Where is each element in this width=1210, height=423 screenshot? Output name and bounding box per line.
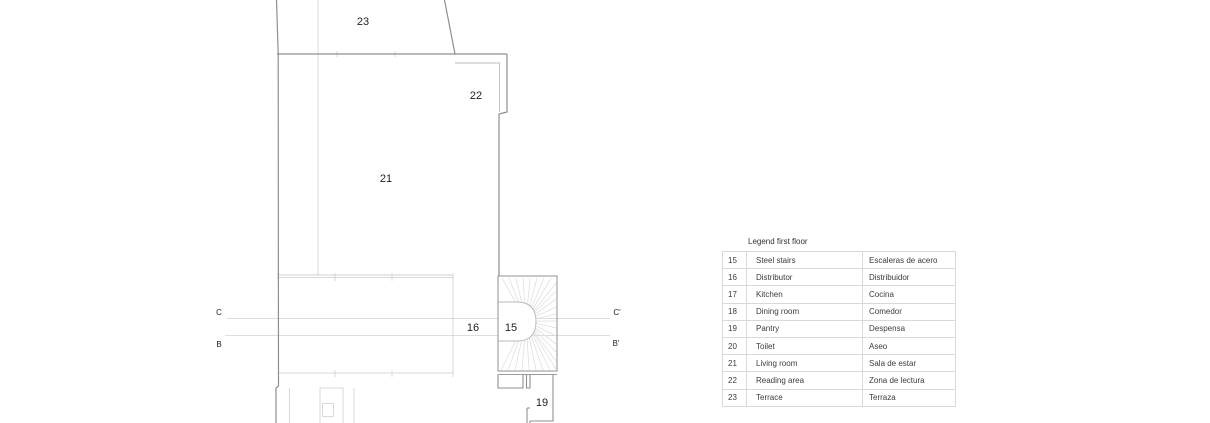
legend-name-es: Sala de estar bbox=[863, 355, 956, 372]
survey-ticks bbox=[278, 51, 453, 377]
lower-fixture-outline bbox=[323, 404, 334, 417]
legend-row bbox=[723, 252, 956, 269]
legend-name-es: Despensa bbox=[863, 320, 956, 337]
legend-name-en: Living room bbox=[747, 355, 863, 372]
legend-name-es: Escaleras de acero bbox=[863, 252, 956, 269]
legend-name-es: Distribuidor bbox=[863, 269, 956, 286]
lower-interior-lines bbox=[290, 388, 355, 423]
legend-name-en: Terrace bbox=[747, 389, 863, 406]
left-wall bbox=[276, 0, 279, 423]
legend-name-en: Distributor bbox=[747, 269, 863, 286]
legend-row bbox=[723, 269, 956, 286]
room-label-reading-area: 22 bbox=[469, 90, 483, 102]
legend-room-number: 20 bbox=[723, 337, 747, 354]
room-label-terrace: 23 bbox=[356, 16, 370, 28]
legend-room-number: 15 bbox=[723, 252, 747, 269]
room-label-distributor: 16 bbox=[466, 322, 480, 334]
legend-name-es: Comedor bbox=[863, 303, 956, 320]
legend-name-en: Dining room bbox=[747, 303, 863, 320]
legend-name-es: Zona de lectura bbox=[863, 372, 956, 389]
section-marker-b-prime: B' bbox=[612, 339, 620, 348]
section-marker-c: C bbox=[216, 308, 222, 317]
section-marker-b: B bbox=[216, 340, 222, 349]
interior-guides bbox=[278, 0, 453, 423]
legend-room-number: 18 bbox=[723, 303, 747, 320]
legend-room-number: 17 bbox=[723, 286, 747, 303]
room-label-pantry: 19 bbox=[535, 397, 549, 409]
legend-name-es: Cocina bbox=[863, 286, 956, 303]
legend-row bbox=[723, 389, 956, 406]
terrace-right-wall bbox=[445, 0, 456, 54]
legend-name-en: Toilet bbox=[747, 337, 863, 354]
legend bbox=[722, 236, 956, 407]
legend-room-number: 22 bbox=[723, 372, 747, 389]
legend-room-number: 23 bbox=[723, 389, 747, 406]
legend-name-en: Reading area bbox=[747, 372, 863, 389]
legend-name-es: Terraza bbox=[863, 389, 956, 406]
legend-name-en: Kitchen bbox=[747, 286, 863, 303]
legend-room-number: 19 bbox=[723, 320, 747, 337]
legend-row bbox=[723, 320, 956, 337]
legend-room-number: 16 bbox=[723, 269, 747, 286]
room-label-living-room: 21 bbox=[379, 173, 393, 185]
legend-title: Legend first floor bbox=[748, 237, 808, 246]
section-marker-c-prime: C' bbox=[613, 308, 621, 317]
legend-name-en: Steel stairs bbox=[747, 252, 863, 269]
legend-row bbox=[723, 355, 956, 372]
legend-row bbox=[723, 286, 956, 303]
legend-room-number: 21 bbox=[723, 355, 747, 372]
legend-row bbox=[723, 303, 956, 320]
legend-row bbox=[723, 372, 956, 389]
section-markers bbox=[216, 308, 621, 349]
reading-area-inner-wall bbox=[455, 63, 500, 112]
legend-table bbox=[722, 251, 956, 407]
legend-name-en: Pantry bbox=[747, 320, 863, 337]
right-wall bbox=[499, 54, 507, 276]
living-room-floor-outline bbox=[279, 278, 454, 374]
room-label-steel-stairs: 15 bbox=[504, 322, 518, 334]
legend-row bbox=[723, 337, 956, 354]
legend-name-es: Aseo bbox=[863, 337, 956, 354]
